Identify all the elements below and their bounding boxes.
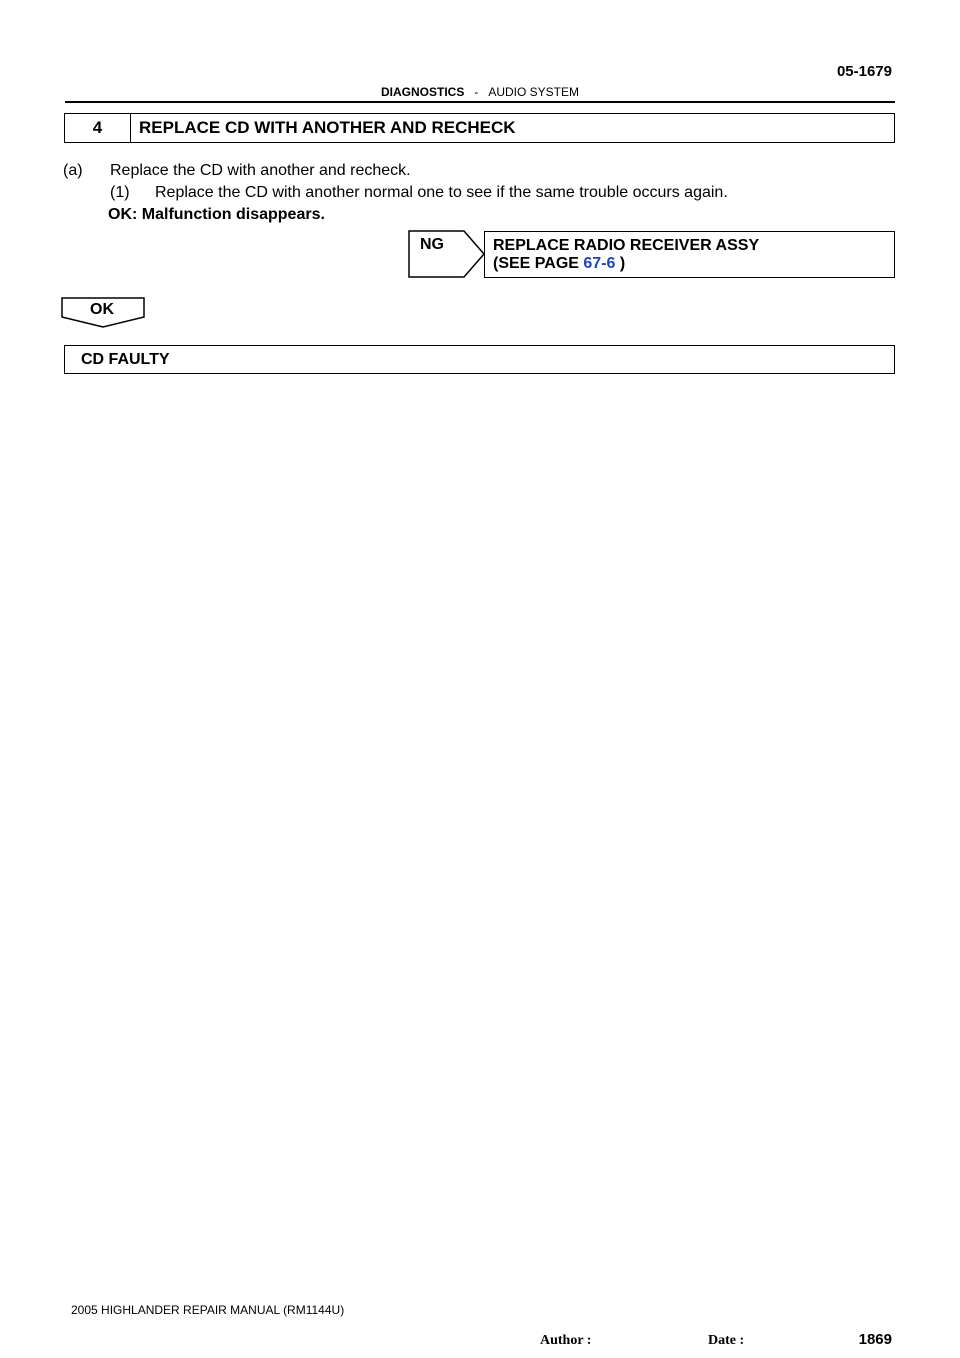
page-link[interactable]: 67-6: [583, 255, 616, 272]
footer-author-label: Author :: [540, 1333, 592, 1348]
footer-date-label: Date :: [708, 1333, 745, 1348]
ng-action-box: [484, 231, 895, 278]
step-number: 4: [65, 114, 131, 142]
footer-manual-title: 2005 HIGHLANDER REPAIR MANUAL (RM1144U): [71, 1303, 345, 1317]
header-rule: [65, 101, 895, 103]
step-box: [64, 113, 895, 143]
ok-condition: OK: Malfunction disappears.: [108, 206, 325, 223]
instruction-a-label: (a): [63, 162, 83, 179]
section-separator: -: [474, 85, 479, 99]
instruction-1-text: Replace the CD with another normal one to see if the same trouble occurs again.: [155, 184, 728, 201]
ng-action-reference: [493, 255, 625, 273]
ng-label: NG: [420, 236, 444, 253]
ok-result-text: CD FAULTY: [81, 351, 170, 368]
see-page-suffix: ): [615, 255, 626, 272]
section-category: DIAGNOSTICS: [380, 85, 465, 99]
section-title: [0, 85, 960, 99]
ok-result-box: [64, 345, 895, 374]
section-system: AUDIO SYSTEM: [488, 85, 580, 99]
instruction-a-text: Replace the CD with another and recheck.: [110, 162, 411, 179]
step-title: REPLACE CD WITH ANOTHER AND RECHECK: [139, 118, 516, 137]
ng-action-text: REPLACE RADIO RECEIVER ASSY: [493, 237, 760, 254]
see-page-prefix: (SEE PAGE: [493, 255, 584, 272]
ok-label: OK: [90, 301, 114, 318]
footer-page-number: 1869: [858, 1331, 892, 1348]
page-number: 05-1679: [836, 63, 892, 80]
instruction-1-label: (1): [110, 184, 130, 201]
